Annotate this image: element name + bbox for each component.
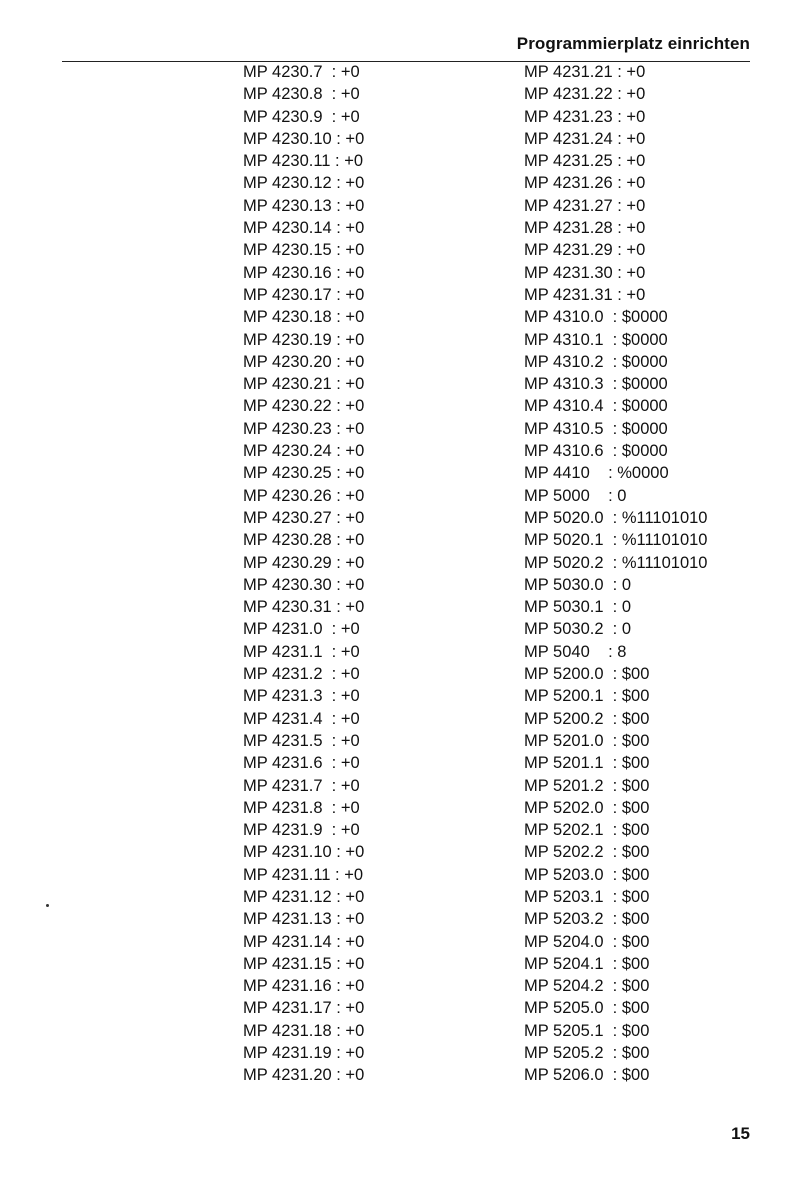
machine-parameter-entry: MP 4230.24 : +0 xyxy=(243,442,365,461)
machine-parameter-entry: MP 4310.4 : $0000 xyxy=(524,397,668,416)
machine-parameter-entry: MP 4231.31 : +0 xyxy=(524,285,646,304)
machine-parameter-entry: MP 4231.29 : +0 xyxy=(524,241,646,260)
machine-parameter-entry: MP 4231.0 : +0 xyxy=(243,620,360,639)
margin-dot xyxy=(46,904,49,907)
machine-parameter-entry: MP 4231.24 : +0 xyxy=(524,129,646,148)
machine-parameter-entry: MP 4231.3 : +0 xyxy=(243,687,360,706)
machine-parameter-entry: MP 4230.28 : +0 xyxy=(243,531,365,550)
machine-parameter-entry: MP 5030.1 : 0 xyxy=(524,598,632,617)
machine-parameter-entry: MP 5205.1 : $00 xyxy=(524,1021,650,1040)
machine-parameter-entry: MP 4230.15 : +0 xyxy=(243,241,365,260)
machine-parameter-entry: MP 5030.2 : 0 xyxy=(524,620,632,639)
machine-parameter-entry: MP 4310.5 : $0000 xyxy=(524,419,668,438)
machine-parameter-entry: MP 4231.19 : +0 xyxy=(243,1044,365,1063)
machine-parameter-entry: MP 4231.6 : +0 xyxy=(243,754,360,773)
machine-parameter-entry: MP 4230.25 : +0 xyxy=(243,464,365,483)
machine-parameter-entry: MP 4231.26 : +0 xyxy=(524,174,646,193)
machine-parameter-entry: MP 5020.1 : %11101010 xyxy=(524,531,708,550)
machine-parameter-entry: MP 5203.0 : $00 xyxy=(524,865,650,884)
machine-parameter-entry: MP 5204.0 : $00 xyxy=(524,932,650,951)
machine-parameter-entry: MP 4230.9 : +0 xyxy=(243,107,360,126)
machine-parameter-entry: MP 4231.7 : +0 xyxy=(243,776,360,795)
machine-parameter-entry: MP 4230.21 : +0 xyxy=(243,375,365,394)
machine-parameter-entry: MP 4230.30 : +0 xyxy=(243,575,365,594)
machine-parameter-entry: MP 4410 : %0000 xyxy=(524,464,669,483)
machine-parameter-entry: MP 4231.27 : +0 xyxy=(524,196,646,215)
machine-parameter-entry: MP 4310.0 : $0000 xyxy=(524,308,668,327)
machine-parameter-entry: MP 5205.0 : $00 xyxy=(524,999,650,1018)
machine-parameter-entry: MP 4231.14 : +0 xyxy=(243,932,365,951)
machine-parameter-entry: MP 4310.6 : $0000 xyxy=(524,442,668,461)
machine-parameter-entry: MP 4231.30 : +0 xyxy=(524,263,646,282)
right-parameter-column xyxy=(524,61,707,1087)
machine-parameter-entry: MP 4310.1 : $0000 xyxy=(524,330,668,349)
machine-parameter-entry: MP 4230.23 : +0 xyxy=(243,419,365,438)
machine-parameter-entry: MP 4310.2 : $0000 xyxy=(524,352,668,371)
machine-parameter-entry: MP 4231.28 : +0 xyxy=(524,219,646,238)
machine-parameter-entry: MP 4230.19 : +0 xyxy=(243,330,365,349)
machine-parameter-entry: MP 5200.1 : $00 xyxy=(524,687,650,706)
machine-parameter-entry: MP 4230.8 : +0 xyxy=(243,85,360,104)
machine-parameter-entry: MP 4230.7 : +0 xyxy=(243,63,360,81)
machine-parameter-entry: MP 4230.14 : +0 xyxy=(243,219,365,238)
page-header-title: Programmierplatz einrichten xyxy=(516,34,750,53)
machine-parameter-entry: MP 5206.0 : $00 xyxy=(524,1066,650,1085)
machine-parameter-entry: MP 4230.18 : +0 xyxy=(243,308,365,327)
machine-parameter-entry: MP 4231.20 : +0 xyxy=(243,1066,365,1085)
machine-parameter-entry: MP 4231.18 : +0 xyxy=(243,1021,365,1040)
machine-parameter-entry: MP 4231.8 : +0 xyxy=(243,798,360,817)
machine-parameter-entry: MP 5202.1 : $00 xyxy=(524,821,650,840)
machine-parameter-entry: MP 5202.0 : $00 xyxy=(524,798,650,817)
machine-parameter-entry: MP 4230.26 : +0 xyxy=(243,486,365,505)
machine-parameter-entry: MP 5201.0 : $00 xyxy=(524,731,650,750)
machine-parameter-entry: MP 5203.1 : $00 xyxy=(524,887,650,906)
machine-parameter-entry: MP 4230.12 : +0 xyxy=(243,174,365,193)
machine-parameter-entry: MP 4230.10 : +0 xyxy=(243,129,365,148)
machine-parameter-entry: MP 4231.2 : +0 xyxy=(243,665,360,684)
machine-parameter-entry: MP 4230.27 : +0 xyxy=(243,508,365,527)
machine-parameter-entry: MP 4231.17 : +0 xyxy=(243,999,365,1018)
machine-parameter-entry: MP 4231.11 : +0 xyxy=(243,865,364,884)
machine-parameter-entry: MP 5205.2 : $00 xyxy=(524,1044,650,1063)
machine-parameter-entry: MP 4231.23 : +0 xyxy=(524,107,646,126)
machine-parameter-entry: MP 5040 : 8 xyxy=(524,642,627,661)
machine-parameter-entry: MP 4231.9 : +0 xyxy=(243,821,360,840)
machine-parameter-entry: MP 4231.4 : +0 xyxy=(243,709,360,728)
machine-parameter-entry: MP 4231.22 : +0 xyxy=(524,85,646,104)
machine-parameter-entry: MP 4231.25 : +0 xyxy=(524,152,646,171)
machine-parameter-entry: MP 5203.2 : $00 xyxy=(524,910,650,929)
machine-parameter-entry: MP 5000 : 0 xyxy=(524,486,627,505)
machine-parameter-entry: MP 4231.15 : +0 xyxy=(243,954,365,973)
machine-parameter-entry: MP 4230.31 : +0 xyxy=(243,598,365,617)
machine-parameter-entry: MP 4310.3 : $0000 xyxy=(524,375,668,394)
machine-parameter-entry: MP 5200.2 : $00 xyxy=(524,709,650,728)
machine-parameter-entry: MP 5204.1 : $00 xyxy=(524,954,650,973)
machine-parameter-entry: MP 4230.16 : +0 xyxy=(243,263,365,282)
machine-parameter-entry: MP 4231.21 : +0 xyxy=(524,63,646,81)
machine-parameter-entry: MP 4231.16 : +0 xyxy=(243,977,365,996)
machine-parameter-entry: MP 5020.2 : %11101010 xyxy=(524,553,708,572)
machine-parameter-entry: MP 4230.17 : +0 xyxy=(243,285,365,304)
machine-parameter-entry: MP 4230.13 : +0 xyxy=(243,196,365,215)
machine-parameter-entry: MP 4231.12 : +0 xyxy=(243,887,365,906)
machine-parameter-entry: MP 5201.1 : $00 xyxy=(524,754,650,773)
machine-parameter-entry: MP 5202.2 : $00 xyxy=(524,843,650,862)
machine-parameter-entry: MP 4231.5 : +0 xyxy=(243,731,360,750)
machine-parameter-entry: MP 4231.1 : +0 xyxy=(243,642,360,661)
page-number: 15 xyxy=(731,1124,750,1143)
machine-parameter-entry: MP 4230.22 : +0 xyxy=(243,397,365,416)
machine-parameter-entry: MP 5030.0 : 0 xyxy=(524,575,632,594)
machine-parameter-entry: MP 4230.11 : +0 xyxy=(243,152,364,171)
machine-parameter-entry: MP 5201.2 : $00 xyxy=(524,776,650,795)
machine-parameter-entry: MP 5020.0 : %11101010 xyxy=(524,508,708,527)
machine-parameter-entry: MP 4231.13 : +0 xyxy=(243,910,365,929)
left-parameter-column xyxy=(243,61,364,1087)
machine-parameter-entry: MP 4231.10 : +0 xyxy=(243,843,365,862)
machine-parameter-entry: MP 4230.29 : +0 xyxy=(243,553,365,572)
machine-parameter-entry: MP 5204.2 : $00 xyxy=(524,977,650,996)
machine-parameter-entry: MP 4230.20 : +0 xyxy=(243,352,365,371)
machine-parameter-entry: MP 5200.0 : $00 xyxy=(524,665,650,684)
